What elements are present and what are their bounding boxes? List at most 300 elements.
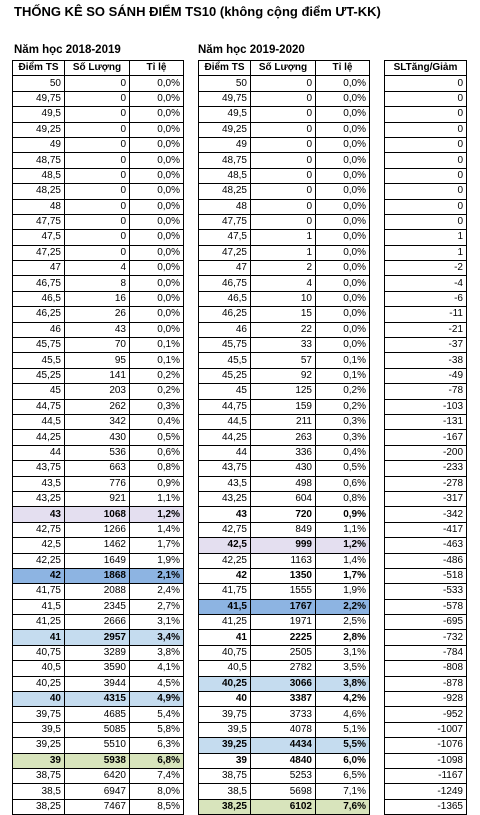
score-cell: 47,75 <box>13 214 65 229</box>
count-cell: 22 <box>251 322 316 337</box>
count-cell: 3387 <box>251 692 316 707</box>
count-cell: 6102 <box>251 799 316 814</box>
change-cell: 0 <box>385 199 467 214</box>
table-row <box>385 291 467 306</box>
table-row <box>199 599 370 614</box>
score-cell: 50 <box>199 76 251 91</box>
table-row <box>385 168 467 183</box>
ratio-cell: 0,0% <box>316 153 370 168</box>
count-cell: 0 <box>65 107 130 122</box>
score-cell: 46,25 <box>199 307 251 322</box>
count-cell: 7467 <box>65 799 130 814</box>
table-row <box>199 107 370 122</box>
change-cell: 0 <box>385 137 467 152</box>
table-row <box>385 230 467 245</box>
ratio-cell: 0,3% <box>316 430 370 445</box>
table-row <box>199 615 370 630</box>
table-row <box>385 307 467 322</box>
table-row <box>199 768 370 783</box>
table-row <box>199 168 370 183</box>
table-row <box>385 707 467 722</box>
score-cell: 39,25 <box>199 738 251 753</box>
ratio-cell: 0,0% <box>316 168 370 183</box>
table-row <box>199 353 370 368</box>
change-cell: -6 <box>385 291 467 306</box>
table-row <box>13 368 184 383</box>
table-row <box>13 491 184 506</box>
table-row <box>385 661 467 676</box>
table-row <box>13 461 184 476</box>
table-row <box>385 799 467 814</box>
ratio-cell: 2,8% <box>316 630 370 645</box>
count-cell: 16 <box>65 291 130 306</box>
ratio-cell: 0,6% <box>316 476 370 491</box>
table-row <box>199 799 370 814</box>
change-cell: -417 <box>385 522 467 537</box>
score-cell: 43,25 <box>13 491 65 506</box>
count-cell: 3590 <box>65 661 130 676</box>
score-cell: 49,5 <box>199 107 251 122</box>
count-cell: 0 <box>65 230 130 245</box>
count-cell: 1068 <box>65 507 130 522</box>
ratio-cell: 5,4% <box>130 707 184 722</box>
count-cell: 0 <box>65 91 130 106</box>
table-row <box>199 307 370 322</box>
count-cell: 125 <box>251 384 316 399</box>
table-row <box>13 322 184 337</box>
table-row <box>13 353 184 368</box>
table-row <box>385 461 467 476</box>
score-cell: 44,5 <box>13 414 65 429</box>
table-row <box>13 199 184 214</box>
count-cell: 849 <box>251 522 316 537</box>
change-cell: -278 <box>385 476 467 491</box>
table-header-row <box>13 61 184 76</box>
ratio-cell: 2,2% <box>316 599 370 614</box>
table-row <box>199 76 370 91</box>
ratio-cell: 5,1% <box>316 722 370 737</box>
ratio-cell: 0,9% <box>316 507 370 522</box>
ratio-cell: 0,1% <box>130 353 184 368</box>
count-cell: 0 <box>251 199 316 214</box>
score-cell: 49 <box>199 137 251 152</box>
change-cell: -808 <box>385 661 467 676</box>
score-cell: 48,25 <box>13 184 65 199</box>
count-cell: 0 <box>65 137 130 152</box>
ratio-cell: 1,7% <box>316 568 370 583</box>
score-cell: 42,25 <box>199 553 251 568</box>
score-cell: 47 <box>13 261 65 276</box>
count-cell: 70 <box>65 338 130 353</box>
change-table <box>384 60 467 815</box>
table-row <box>385 538 467 553</box>
ratio-cell: 1,4% <box>130 522 184 537</box>
score-cell: 39,75 <box>13 707 65 722</box>
ratio-cell: 0,0% <box>316 76 370 91</box>
table-row <box>199 214 370 229</box>
score-cell: 48,75 <box>199 153 251 168</box>
score-cell: 43,75 <box>199 461 251 476</box>
table-row <box>13 168 184 183</box>
score-cell: 38,75 <box>199 768 251 783</box>
score-cell: 39 <box>199 753 251 768</box>
score-cell: 44,25 <box>13 430 65 445</box>
score-cell: 41,5 <box>13 599 65 614</box>
table-row <box>13 615 184 630</box>
score-cell: 43,5 <box>13 476 65 491</box>
header-score: Điểm TS <box>13 61 65 76</box>
table-row <box>13 784 184 799</box>
change-cell: -1249 <box>385 784 467 799</box>
table-row <box>13 153 184 168</box>
table-row <box>199 461 370 476</box>
ratio-cell: 0,5% <box>316 461 370 476</box>
score-cell: 46 <box>13 322 65 337</box>
table-row <box>13 599 184 614</box>
ratio-cell: 5,5% <box>316 738 370 753</box>
score-cell: 40,25 <box>13 676 65 691</box>
score-cell: 47,25 <box>13 245 65 260</box>
table-row <box>385 199 467 214</box>
table-row <box>199 630 370 645</box>
ratio-cell: 3,8% <box>130 645 184 660</box>
table-row <box>13 661 184 676</box>
table-row <box>385 753 467 768</box>
table-row <box>13 184 184 199</box>
count-cell: 0 <box>251 76 316 91</box>
table-row <box>13 538 184 553</box>
count-cell: 95 <box>65 353 130 368</box>
ratio-cell: 1,1% <box>130 491 184 506</box>
table-caption-2019: Năm học 2019-2020 <box>198 44 305 56</box>
ratio-cell: 0,0% <box>316 184 370 199</box>
ratio-cell: 0,0% <box>130 230 184 245</box>
change-cell: -695 <box>385 615 467 630</box>
count-cell: 4685 <box>65 707 130 722</box>
ratio-cell: 3,4% <box>130 630 184 645</box>
count-cell: 3944 <box>65 676 130 691</box>
change-cell: -103 <box>385 399 467 414</box>
count-cell: 2782 <box>251 661 316 676</box>
table-row <box>199 291 370 306</box>
table-row <box>13 568 184 583</box>
ratio-cell: 0,0% <box>130 107 184 122</box>
change-cell: 0 <box>385 76 467 91</box>
score-cell: 48,25 <box>199 184 251 199</box>
ratio-cell: 4,9% <box>130 692 184 707</box>
table-row <box>199 553 370 568</box>
count-cell: 1767 <box>251 599 316 614</box>
table-row <box>385 153 467 168</box>
change-cell: -4 <box>385 276 467 291</box>
table-row <box>199 753 370 768</box>
score-cell: 44 <box>13 445 65 460</box>
score-cell: 43,25 <box>199 491 251 506</box>
ratio-cell: 3,1% <box>130 615 184 630</box>
count-cell: 4 <box>65 261 130 276</box>
count-cell: 0 <box>65 168 130 183</box>
table-row <box>199 722 370 737</box>
score-cell: 49,75 <box>13 91 65 106</box>
table-row <box>199 184 370 199</box>
score-cell: 43 <box>13 507 65 522</box>
count-cell: 3733 <box>251 707 316 722</box>
count-cell: 4 <box>251 276 316 291</box>
ratio-cell: 6,3% <box>130 738 184 753</box>
change-cell: -1076 <box>385 738 467 753</box>
ratio-cell: 3,1% <box>316 645 370 660</box>
score-cell: 45,5 <box>199 353 251 368</box>
table-row <box>199 261 370 276</box>
score-cell: 49,75 <box>199 91 251 106</box>
table-row <box>199 661 370 676</box>
score-cell: 45,25 <box>13 368 65 383</box>
change-cell: 0 <box>385 107 467 122</box>
score-cell: 39,25 <box>13 738 65 753</box>
score-cell: 40 <box>13 692 65 707</box>
table-row <box>385 76 467 91</box>
change-cell: -317 <box>385 491 467 506</box>
ratio-cell: 0,0% <box>130 214 184 229</box>
table-row <box>13 768 184 783</box>
header-count: Số Lượng <box>251 61 316 76</box>
change-cell: -167 <box>385 430 467 445</box>
count-cell: 0 <box>65 153 130 168</box>
score-cell: 44 <box>199 445 251 460</box>
table-row <box>385 507 467 522</box>
score-cell: 44,5 <box>199 414 251 429</box>
count-cell: 0 <box>251 168 316 183</box>
table-row <box>385 522 467 537</box>
header-ratio: Tỉ lệ <box>130 61 184 76</box>
score-cell: 45,25 <box>199 368 251 383</box>
score-cell: 41,75 <box>199 584 251 599</box>
score-cell: 42,75 <box>199 522 251 537</box>
table-row <box>385 568 467 583</box>
score-cell: 39 <box>13 753 65 768</box>
ratio-cell: 0,0% <box>130 199 184 214</box>
count-cell: 2505 <box>251 645 316 660</box>
score-cell: 39,5 <box>13 722 65 737</box>
ratio-cell: 0,0% <box>316 276 370 291</box>
score-cell: 50 <box>13 76 65 91</box>
count-cell: 6420 <box>65 768 130 783</box>
ratio-cell: 0,6% <box>130 445 184 460</box>
ratio-cell: 0,8% <box>316 491 370 506</box>
table-row <box>385 368 467 383</box>
table-row <box>13 107 184 122</box>
score-cell: 40,25 <box>199 676 251 691</box>
table-row <box>385 722 467 737</box>
count-cell: 2957 <box>65 630 130 645</box>
count-cell: 1555 <box>251 584 316 599</box>
count-cell: 2225 <box>251 630 316 645</box>
ratio-cell: 7,1% <box>316 784 370 799</box>
table-row <box>13 307 184 322</box>
table-row <box>13 476 184 491</box>
score-cell: 45 <box>13 384 65 399</box>
ratio-cell: 1,4% <box>316 553 370 568</box>
ratio-cell: 0,8% <box>130 461 184 476</box>
table-row <box>385 784 467 799</box>
count-cell: 776 <box>65 476 130 491</box>
score-cell: 43,5 <box>199 476 251 491</box>
change-cell: 0 <box>385 168 467 183</box>
count-cell: 5253 <box>251 768 316 783</box>
ratio-cell: 4,1% <box>130 661 184 676</box>
score-cell: 41,25 <box>13 615 65 630</box>
change-cell: 0 <box>385 122 467 137</box>
ratio-cell: 8,5% <box>130 799 184 814</box>
count-cell: 1350 <box>251 568 316 583</box>
ratio-cell: 0,0% <box>316 291 370 306</box>
table-header-row <box>385 61 467 76</box>
ratio-cell: 0,1% <box>316 353 370 368</box>
ratio-cell: 0,0% <box>130 307 184 322</box>
score-cell: 46,5 <box>13 291 65 306</box>
table-row <box>199 522 370 537</box>
change-cell: -78 <box>385 384 467 399</box>
count-cell: 43 <box>65 322 130 337</box>
table-row <box>199 538 370 553</box>
count-cell: 2345 <box>65 599 130 614</box>
table-row <box>199 230 370 245</box>
change-cell: 0 <box>385 91 467 106</box>
table-row <box>199 738 370 753</box>
score-cell: 47,5 <box>199 230 251 245</box>
ratio-cell: 0,0% <box>130 153 184 168</box>
score-cell: 40,75 <box>13 645 65 660</box>
count-cell: 2 <box>251 261 316 276</box>
ratio-cell: 7,4% <box>130 768 184 783</box>
count-cell: 336 <box>251 445 316 460</box>
count-cell: 430 <box>65 430 130 445</box>
score-cell: 38,5 <box>13 784 65 799</box>
count-cell: 5938 <box>65 753 130 768</box>
ratio-cell: 0,2% <box>316 384 370 399</box>
ratio-cell: 0,4% <box>316 445 370 460</box>
ratio-cell: 0,0% <box>316 322 370 337</box>
score-cell: 48,75 <box>13 153 65 168</box>
table-row <box>385 91 467 106</box>
table-row <box>385 276 467 291</box>
change-cell: -342 <box>385 507 467 522</box>
table-row <box>385 615 467 630</box>
change-cell: -1098 <box>385 753 467 768</box>
count-cell: 0 <box>251 153 316 168</box>
table-row <box>385 599 467 614</box>
score-cell: 49,25 <box>13 122 65 137</box>
score-cell: 42 <box>13 568 65 583</box>
count-cell: 4840 <box>251 753 316 768</box>
count-cell: 0 <box>251 122 316 137</box>
table-row <box>199 338 370 353</box>
table-row <box>13 214 184 229</box>
ratio-cell: 0,0% <box>130 168 184 183</box>
ratio-cell: 0,9% <box>130 476 184 491</box>
count-cell: 211 <box>251 414 316 429</box>
count-cell: 921 <box>65 491 130 506</box>
count-cell: 141 <box>65 368 130 383</box>
count-cell: 0 <box>65 122 130 137</box>
score-cell: 48,5 <box>13 168 65 183</box>
count-cell: 2088 <box>65 584 130 599</box>
count-cell: 999 <box>251 538 316 553</box>
count-cell: 10 <box>251 291 316 306</box>
count-cell: 0 <box>65 76 130 91</box>
table-row <box>13 738 184 753</box>
table-row <box>385 676 467 691</box>
ratio-cell: 4,2% <box>316 692 370 707</box>
ratio-cell: 3,8% <box>316 676 370 691</box>
score-cell: 45,75 <box>13 338 65 353</box>
ratio-cell: 0,2% <box>316 399 370 414</box>
score-cell: 40 <box>199 692 251 707</box>
header-count: Số Lượng <box>65 61 130 76</box>
count-cell: 92 <box>251 368 316 383</box>
table-row <box>13 676 184 691</box>
ratio-cell: 0,0% <box>316 122 370 137</box>
ratio-cell: 2,1% <box>130 568 184 583</box>
table-row <box>385 338 467 353</box>
change-cell: 1 <box>385 230 467 245</box>
ratio-cell: 4,5% <box>130 676 184 691</box>
table-row <box>199 692 370 707</box>
table-row <box>385 692 467 707</box>
count-cell: 263 <box>251 430 316 445</box>
ratio-cell: 0,0% <box>316 199 370 214</box>
change-cell: -463 <box>385 538 467 553</box>
count-cell: 1462 <box>65 538 130 553</box>
table-row <box>199 430 370 445</box>
table-row <box>385 768 467 783</box>
count-cell: 4315 <box>65 692 130 707</box>
score-cell: 40,75 <box>199 645 251 660</box>
score-cell: 49,5 <box>13 107 65 122</box>
ratio-cell: 0,2% <box>130 368 184 383</box>
count-cell: 0 <box>65 245 130 260</box>
count-cell: 1163 <box>251 553 316 568</box>
ratio-cell: 0,0% <box>130 245 184 260</box>
score-cell: 38,25 <box>13 799 65 814</box>
ratio-cell: 5,8% <box>130 722 184 737</box>
table-row <box>199 322 370 337</box>
ratio-cell: 0,0% <box>316 261 370 276</box>
table-row <box>13 430 184 445</box>
score-cell: 41 <box>13 630 65 645</box>
table-row <box>13 445 184 460</box>
ratio-cell: 1,2% <box>316 538 370 553</box>
ratio-cell: 0,0% <box>316 107 370 122</box>
score-cell: 49 <box>13 137 65 152</box>
table-row <box>199 122 370 137</box>
table-row <box>13 799 184 814</box>
score-cell: 49,25 <box>199 122 251 137</box>
ratio-cell: 0,2% <box>130 384 184 399</box>
ratio-cell: 4,6% <box>316 707 370 722</box>
score-cell: 45 <box>199 384 251 399</box>
table-row <box>13 507 184 522</box>
change-cell: -1167 <box>385 768 467 783</box>
count-cell: 342 <box>65 414 130 429</box>
table-row <box>385 630 467 645</box>
change-cell: -928 <box>385 692 467 707</box>
table-row <box>13 630 184 645</box>
scores-table-2019 <box>198 60 370 815</box>
ratio-cell: 6,5% <box>316 768 370 783</box>
score-cell: 41,25 <box>199 615 251 630</box>
ratio-cell: 0,0% <box>316 137 370 152</box>
